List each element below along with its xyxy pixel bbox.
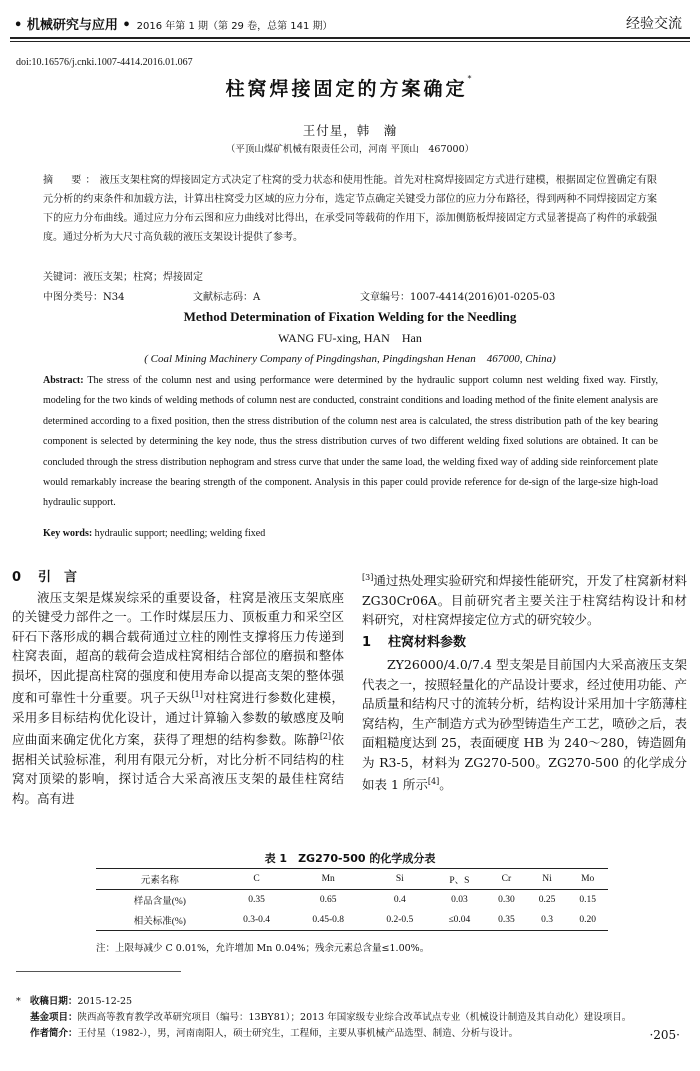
table-cell: 0.45-0.8 <box>290 910 367 931</box>
author-label: 作者简介： <box>30 1028 78 1039</box>
abstract-en-text: The stress of the column nest and using performance were determined by the hydraulic support column nest welding fixed way. Firstly, modeling for the two kinds of welding methods of column nest are conducted, constraint conditions and loading method of the finite element analysis are determined according to a fixed position, then the stress distribution of the column nest area is calculated, the stress distribution path of the key bearing component is selected by determining the key node, thus the stress distribution curves of two different welding fixed solutions are obtained. It can be concluded through the stress distribution nephogram and stress curve that under the same load, the welding fixed way of adding side reinforcement plate would remarkably increase the bearing strength of the component. Analysis in this paper could provide reference for de-sign of the large-size high-load hydraulic support. <box>43 375 658 509</box>
text-run: 通过热处理实验研究和焊接性能研究，开发了柱窝新材料ZG30Cr06A。目前研究者主要关注于柱窝结构设计和材料研究，对柱窝焊接定位方式的研究较少。 <box>362 573 687 628</box>
table-cell: 0.65 <box>319 895 337 905</box>
table-cell: 0.4 <box>393 895 406 905</box>
table-note: 注：上限每减少 C 0.01%，允许增加 Mn 0.04%；残余元素总含量≤1.00%。 <box>96 943 430 954</box>
text-run: 液压支架是煤炭综采的重要设备，柱窝是液压支架底座的关键受力部件之一。工作时煤层压力、顶板重力和采空区矸石下落形成的耦合载荷通过立柱的刚性支撑将压力传递到柱窝表面，超高的载荷会造成柱窝相结合部位的磨损和整体损坏，因此提高柱窝的强度和使用寿命以提高支架的整体强度和可靠性十分重要。巩子天纵 <box>12 589 344 706</box>
intro-paragraph <box>12 588 344 809</box>
abstract-en-label: Abstract: <box>43 375 84 386</box>
column-label: 经验交流 <box>626 16 682 32</box>
section-number: 1 <box>362 634 372 650</box>
section-heading-1 <box>362 633 687 653</box>
table-cell: 0.35 <box>486 910 527 931</box>
intro-paragraph-cont <box>362 568 687 630</box>
abstract-cn-text: 液压支架柱窝的焊接固定方式决定了柱窝的受力状态和使用性能。首先对柱窝焊接固定方式进行建模，根据固定位置确定有限元分析的约束条件和加载方法，计算出柱窝受力区域的应力分布，选定节点确定关键受力部位的应力分布路径，得到两种不同焊接固定方案下的应力分布曲线。通过应力分布云图和应力曲线对比得出，在承受同等载荷的作用下，添加侧筋板焊接固定方式显著提高了构件的承载强度。通过分析为大尺寸高负载的液压支架设计提供了参考。 <box>43 175 658 243</box>
section-number: 0 <box>12 570 22 585</box>
table-header-cell: Cr <box>486 869 527 890</box>
table-cell: 0.30 <box>498 895 515 905</box>
paper-title <box>0 74 700 101</box>
citation-3: [3] <box>362 573 374 582</box>
text-run: 。 <box>439 777 452 793</box>
clc-number: 中图分类号：N34 <box>43 292 125 303</box>
footnote-fund <box>30 1010 690 1026</box>
received-date: 2015-12-25 <box>77 996 133 1007</box>
table-cell: 0.15 <box>579 895 596 905</box>
english-authors: WANG FU-xing, HAN Han <box>278 331 422 345</box>
keywords-cn: 关键词：液压支架；柱窝；焊接固定 <box>43 272 203 283</box>
table-cell: 0.35 <box>248 895 265 905</box>
received-label: 收稿日期： <box>29 996 78 1007</box>
table-header-cell: Si <box>367 869 433 890</box>
table-header-cell: Ni <box>527 869 568 890</box>
body-left-column <box>12 568 344 808</box>
abstract-cn <box>43 171 657 247</box>
abstract-en <box>43 371 658 514</box>
table-cell: 0.3-0.4 <box>224 910 290 931</box>
table-header-cell: Mn <box>290 869 367 890</box>
citation-2: [2] <box>319 732 332 742</box>
english-affiliation: ( Coal Mining Machinery Company of Pingdingshan, Pingdingshan Henan 467000, China) <box>144 353 556 365</box>
citation-4: [4] <box>427 777 440 787</box>
document-code: 文献标志码：A <box>193 292 261 303</box>
journal-name: • 机械研究与应用 • <box>14 18 131 33</box>
issue-info: 2016 年第 1 期（第 29 卷，总第 141 期） <box>136 21 333 32</box>
classification-row <box>43 288 657 302</box>
table-cell: 0.2-0.5 <box>367 910 433 931</box>
table-header-cell: C <box>224 869 290 890</box>
page-number: ·205· <box>649 1028 680 1042</box>
keywords-en <box>43 528 265 539</box>
text-run: 对柱窝进行参数化建模，采用多目标结构优化设计，通过计算输入参数的敏感度及响应曲面来确定优化方案，获得了理想的结构参数。陈静 <box>12 690 344 748</box>
table-cell: ≤0.04 <box>433 910 486 931</box>
authors: 王付星，韩 瀚 <box>302 123 398 138</box>
table-cell: 0.25 <box>538 895 556 905</box>
table-cell: 样品含量(%) <box>133 897 186 907</box>
doi: doi:10.16576/j.cnki.1007-4414.2016.01.067 <box>16 57 193 68</box>
section-title: 引 言 <box>38 570 78 585</box>
text-run: ZY26000/4.0/7.4 型支架是目前国内大采高液压支架代表之一，按照轻量化的产品设计要求，经过使用功能、产品质量和结构尺寸的流转分析，结构设计采用加十字筋薄柱窝结构，生产制造方式为砂型铸造生产工艺，喷砂之后，表面粗糙度达到 25，表面硬度 HB 为 240～280，铸造圆角为 R3-5，材料为 ZG270-500。ZG270-500 的化学成分如表 1 所示 <box>362 657 688 793</box>
article-number: 文章编号：1007-4414(2016)01-0205-03 <box>360 292 556 303</box>
text-run: 依据相关试验标准，利用有限元分析，对比分析不同结构的柱窝对顶梁的影响，探讨适合大采高液压支架的最佳柱窝结构。高有进 <box>12 732 344 806</box>
abstract-cn-label: 摘 要： <box>43 175 100 186</box>
table-header-cell: 元素名称 <box>96 869 224 890</box>
table-cell: 0.3 <box>527 910 568 931</box>
footnote-rule <box>16 971 181 972</box>
affiliation: （平顶山煤矿机械有限责任公司，河南 平顶山 467000） <box>225 144 475 155</box>
english-title: Method Determination of Fixation Welding for the Needling <box>183 309 517 324</box>
fund-label: 基金项目： <box>30 1012 78 1023</box>
body-right-column <box>362 568 687 795</box>
journal-header <box>14 14 333 33</box>
footnote-received <box>16 994 676 1010</box>
table-caption: 表 1 ZG270-500 的化学成分表 <box>264 852 436 865</box>
fund-text: 陕西高等教育教学改革研究项目（编号：13BY81）；2013 年国家级专业综合改革试点专业（机械设计制造及其自动化）建设项目。 <box>77 1012 632 1023</box>
table-cell: 0.20 <box>567 910 608 931</box>
footnote-author <box>30 1026 590 1042</box>
footnote-mark: * <box>16 996 21 1007</box>
section1-paragraph <box>362 655 687 795</box>
table-header-cell: Mo <box>567 869 608 890</box>
chemical-composition-table <box>96 868 608 931</box>
keywords-en-label: Key words: <box>43 528 93 539</box>
title-text: 柱窝焊接固定的方案确定 <box>225 78 468 100</box>
table-row <box>96 890 608 911</box>
title-footnote-mark: * <box>467 74 475 83</box>
section-heading-intro <box>12 568 344 588</box>
header-rule <box>10 37 690 39</box>
table-cell: 0.03 <box>451 895 468 905</box>
table-cell: 相关标准(%) <box>96 910 224 931</box>
table-header-cell: P、S <box>433 869 486 890</box>
header-rule-thin <box>10 41 690 42</box>
citation-1: [1] <box>191 690 203 699</box>
table-row <box>96 910 608 931</box>
table-header-row <box>96 869 608 890</box>
author-bio: 王付星（1982-），男，河南南阳人，硕士研究生，工程师，主要从事机械产品选型、制造、分析与设计。 <box>77 1028 519 1039</box>
section-title: 柱窝材料参数 <box>388 634 467 650</box>
keywords-en-text: hydraulic support; needling; welding fixed <box>92 528 266 539</box>
